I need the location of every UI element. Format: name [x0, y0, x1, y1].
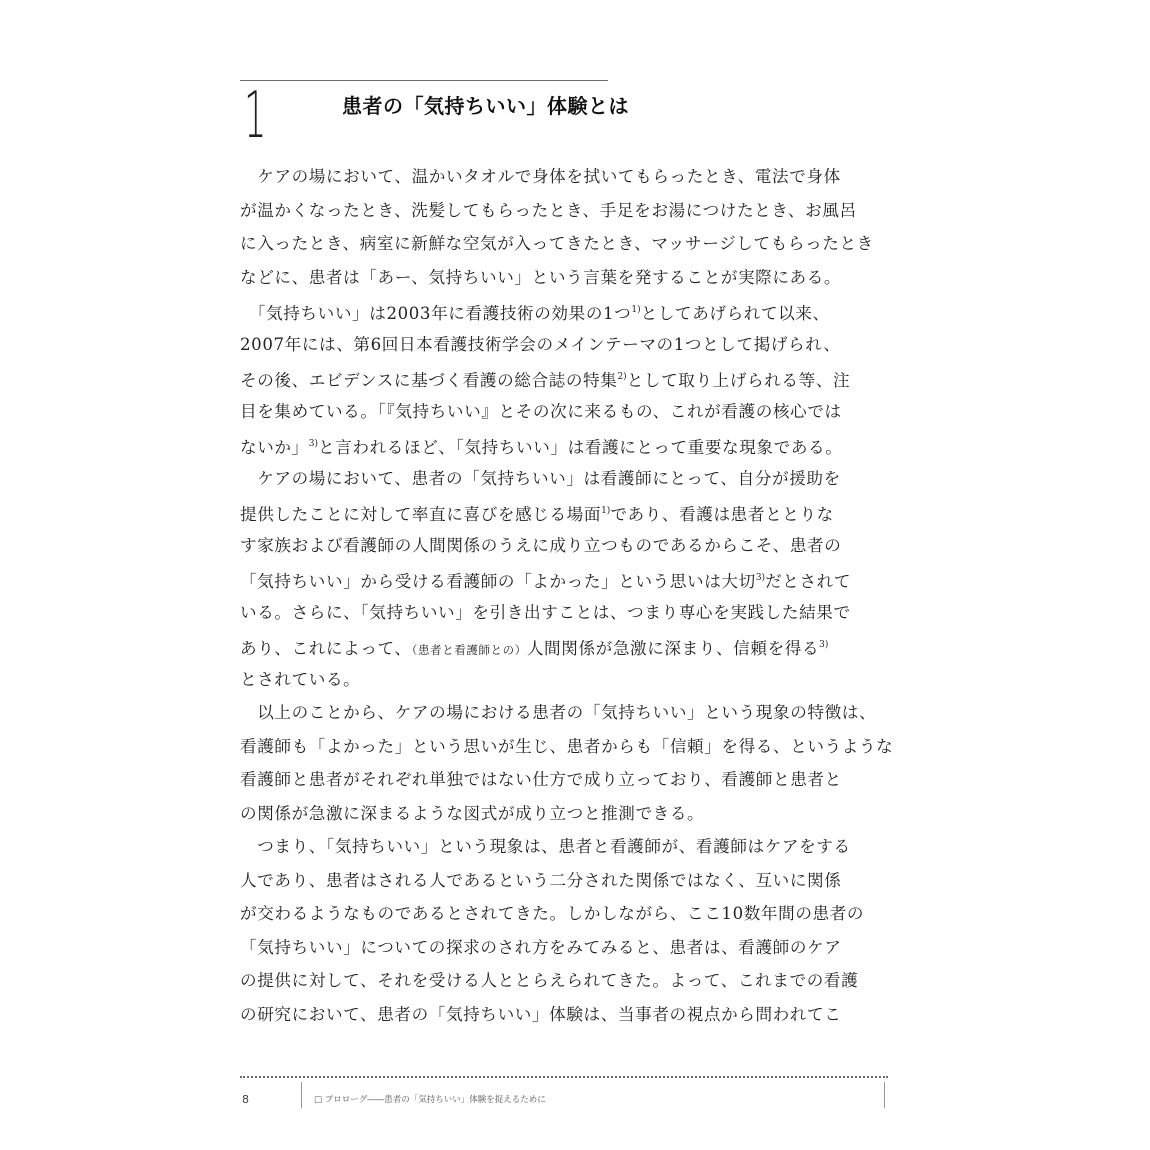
body-line: [240, 797, 890, 831]
citation-superscript: 1): [601, 506, 611, 516]
body-line: [240, 495, 890, 529]
body-text-run: の提供に対して、それを受ける人ととらえられてきた。よって、これまでの看護: [240, 971, 859, 990]
body-text: [240, 160, 894, 1031]
body-text-run: と言われるほど、「気持ちいい」は看護にとって重要な現象である。: [318, 438, 843, 457]
body-text-run: あり、これによって、: [240, 639, 412, 658]
body-line: [240, 629, 890, 663]
footer-right-tick: [884, 1082, 885, 1108]
body-text-run: 「気持ちいい」についての探求のされ方をみてみると、患者は、看護師のケア: [240, 937, 842, 957]
body-text-run: としてあげられて以来、: [640, 304, 830, 323]
body-text-run: が温かくなったとき、洗髪してもらったとき、手足をお湯につけたとき、お風呂: [240, 200, 857, 220]
body-text-run: その後、エビデンスに基づく看護の総合誌の特集: [240, 371, 618, 390]
body-text-run: ないか」: [240, 438, 309, 457]
small-annotation: （患者と看護師との）: [411, 643, 527, 657]
body-line: [240, 227, 890, 261]
body-text-run: とされている。: [240, 669, 361, 689]
body-text-run: 以上のことから、ケアの場における患者の「気持ちいい」という現象の特徴は、: [240, 703, 877, 722]
footer-divider: [301, 1082, 302, 1108]
body-text-run: す家族および看護師の人間関係のうえに成り立つものであるからこそ、患者の: [240, 535, 842, 555]
body-line: [240, 328, 890, 362]
body-text-run: の関係が急激に深まるような図式が成り立つと推測できる。: [240, 803, 705, 823]
body-line: [240, 529, 890, 563]
body-text-run: が交わるようなものであるとされてきた。しかしながら、ここ10数年間の患者の: [240, 904, 865, 923]
body-line: [240, 294, 890, 328]
body-text-run: 「気持ちいい」は2003年に看護技術の効果の1つ: [240, 304, 632, 323]
body-line: [240, 361, 890, 395]
body-line: [240, 428, 890, 462]
body-text-run: 提供したことに対して率直に喜びを感じる場面: [240, 505, 602, 524]
body-text-run: として取り上げられる等、注: [626, 371, 851, 390]
body-line: [240, 194, 890, 228]
body-text-run: 2007年には、第6回日本看護技術学会のメインテーマの1つとして掲げられ、: [240, 334, 841, 354]
body-line: [240, 696, 890, 730]
citation-superscript: 1): [631, 305, 641, 315]
chapter-number: 1: [244, 79, 267, 153]
chapter-title: 患者の「気持ちいい」体験とは: [342, 94, 629, 118]
chapter-top-rule: [240, 80, 608, 81]
body-line: [240, 562, 890, 596]
body-text-run: の研究において、患者の「気持ちいい」体験は、当事者の視点から問われてこ: [240, 1004, 842, 1024]
body-text-run: 人間関係が急激に深まり、信頼を得る: [526, 639, 820, 658]
body-text-run: 人であり、患者はされる人であるという二分された関係ではなく、互いに関係: [240, 870, 842, 890]
body-text-run: 看護師も「よかった」という思いが生じ、患者からも「信頼」を得る、というような: [240, 736, 894, 756]
running-head: □ プロローグ――患者の「気持ちいい」体験を捉えるために: [314, 1095, 546, 1105]
body-text-run: つまり、「気持ちいい」という現象は、患者と看護師が、看護師はケアをする: [240, 837, 851, 856]
body-line: [240, 998, 890, 1032]
body-line: [240, 931, 890, 965]
body-line: [240, 663, 890, 697]
body-text-run: ケアの場において、患者の「気持ちいい」は看護師にとって、自分が援助を: [240, 468, 841, 488]
citation-superscript: 2): [617, 372, 627, 382]
citation-superscript: 3): [819, 640, 829, 650]
body-line: [240, 830, 890, 864]
body-text-run: ケアの場において、温かいタオルで身体を拭いてもらったとき、電法で身体: [240, 167, 841, 186]
citation-superscript: 3): [755, 573, 766, 583]
body-line: [240, 261, 890, 295]
body-text-run: 看護師と患者がそれぞれ単独ではない仕方で成り立っており、看護師と患者と: [240, 770, 842, 789]
body-text-run: に入ったとき、病室に新鮮な空気が入ってきたとき、マッサージしてもらったとき: [240, 234, 874, 253]
page-number: 8: [242, 1093, 249, 1106]
body-text-run: だとされて: [765, 572, 852, 591]
body-text-run: 目を集めている。「『気持ちいい』とその次に来るもの、これが看護の核心では: [240, 401, 842, 421]
body-text-run: などに、患者は「あー、気持ちいい」という言葉を発することが実際にある。: [240, 267, 842, 287]
body-line: [240, 596, 890, 630]
body-line: [240, 730, 894, 764]
body-line: [240, 462, 890, 496]
body-text-run: であり、看護は患者ととりな: [610, 505, 834, 524]
body-line: [240, 763, 890, 797]
footer-dotted-rule: [240, 1076, 888, 1078]
body-text-run: いる。さらに、「気持ちいい」を引き出すことは、つまり専心を実践した結果で: [240, 602, 851, 622]
body-line: [240, 395, 890, 429]
body-line: [240, 964, 890, 998]
citation-superscript: 3): [308, 439, 319, 449]
body-line: [240, 897, 890, 931]
body-line: [240, 160, 890, 194]
body-text-run: 「気持ちいい」から受ける看護師の「よかった」という思いは大切: [240, 572, 756, 591]
body-line: [240, 864, 890, 898]
